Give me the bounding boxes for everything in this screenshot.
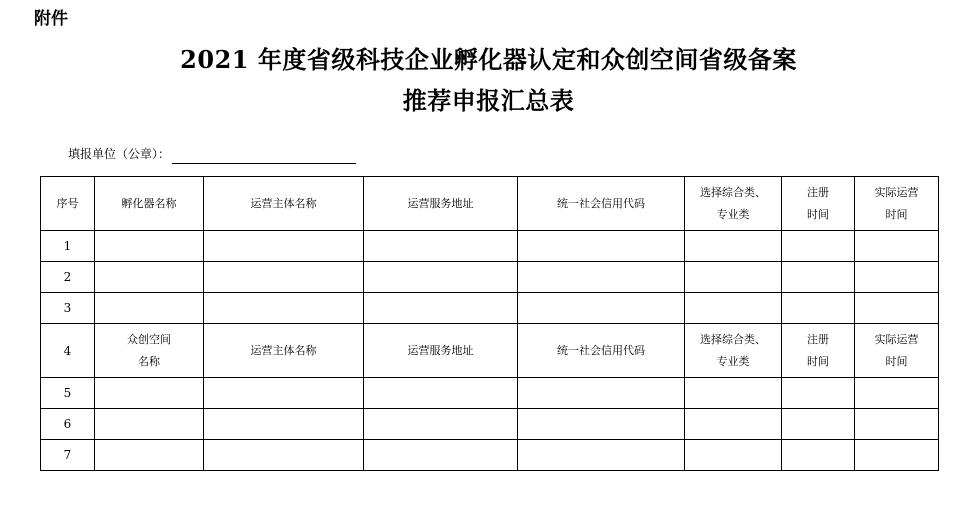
- header-type-line-1: 选择综合类、: [700, 185, 766, 199]
- header-operator-name: 运营主体名称: [204, 324, 364, 378]
- table-cell[interactable]: [95, 378, 204, 409]
- summary-table: [40, 176, 939, 471]
- header-registration-line-1: 注册: [807, 332, 829, 346]
- row-number: 3: [41, 293, 95, 324]
- incubator-header-row: [41, 177, 939, 231]
- table-cell[interactable]: [855, 440, 939, 471]
- header-space-name-line-2: 名称: [138, 354, 160, 368]
- table-cell[interactable]: [518, 440, 685, 471]
- table-cell[interactable]: [364, 231, 518, 262]
- table-cell[interactable]: [204, 409, 364, 440]
- table-cell[interactable]: [518, 262, 685, 293]
- table-cell[interactable]: [364, 262, 518, 293]
- header-credit-code: 统一社会信用代码: [518, 177, 685, 231]
- table-row: [41, 409, 939, 440]
- header-credit-code: 统一社会信用代码: [518, 324, 685, 378]
- header-registration-line-2: 时间: [807, 354, 829, 368]
- row-number: 7: [41, 440, 95, 471]
- table-cell[interactable]: [364, 378, 518, 409]
- header-type: [685, 177, 782, 231]
- row-number: 5: [41, 378, 95, 409]
- table-cell[interactable]: [685, 409, 782, 440]
- header-space-name: [95, 324, 204, 378]
- header-type-line-2: 专业类: [716, 207, 750, 221]
- header-registration-line-1: 注册: [807, 185, 829, 199]
- table-cell[interactable]: [685, 293, 782, 324]
- table-cell[interactable]: [782, 231, 855, 262]
- table-row: [41, 262, 939, 293]
- row-number: 6: [41, 409, 95, 440]
- table-cell[interactable]: [855, 378, 939, 409]
- table-cell[interactable]: [364, 440, 518, 471]
- table-cell[interactable]: [855, 231, 939, 262]
- header-registration-time: [782, 177, 855, 231]
- table-cell[interactable]: [782, 262, 855, 293]
- table-cell[interactable]: [204, 231, 364, 262]
- table-row: [41, 231, 939, 262]
- table-cell[interactable]: [685, 231, 782, 262]
- table-cell[interactable]: [782, 378, 855, 409]
- table-cell[interactable]: [855, 409, 939, 440]
- table-cell[interactable]: [782, 440, 855, 471]
- attachment-label: 附件: [34, 9, 68, 29]
- header-registration-time: [782, 324, 855, 378]
- header-service-address: 运营服务地址: [364, 324, 518, 378]
- header-type-line-1: 选择综合类、: [700, 332, 766, 346]
- table-cell[interactable]: [95, 293, 204, 324]
- table-cell[interactable]: [364, 409, 518, 440]
- fill-unit-blank[interactable]: [172, 147, 356, 164]
- row-number: 2: [41, 262, 95, 293]
- row-number: 4: [41, 324, 95, 378]
- table-cell[interactable]: [204, 378, 364, 409]
- table-cell[interactable]: [95, 262, 204, 293]
- table-cell[interactable]: [518, 378, 685, 409]
- table-cell[interactable]: [204, 262, 364, 293]
- header-seq: 序号: [41, 177, 95, 231]
- header-service-address: 运营服务地址: [364, 177, 518, 231]
- table-row: [41, 378, 939, 409]
- table-cell[interactable]: [518, 231, 685, 262]
- document-title-line-1: 2021 年度省级科技企业孵化器认定和众创空间省级备案: [180, 45, 797, 74]
- header-type-line-2: 专业类: [716, 354, 750, 368]
- header-registration-line-2: 时间: [807, 207, 829, 221]
- header-incubator-name: 孵化器名称: [95, 177, 204, 231]
- table-cell[interactable]: [518, 409, 685, 440]
- table-cell[interactable]: [364, 293, 518, 324]
- header-space-name-line-1: 众创空间: [127, 332, 171, 346]
- header-actual-line-2: 时间: [885, 354, 908, 368]
- fill-unit-label: 填报单位（公章）：: [68, 147, 171, 161]
- table-cell[interactable]: [685, 440, 782, 471]
- table-row: [41, 293, 939, 324]
- header-type: [685, 324, 782, 378]
- table-row: [41, 440, 939, 471]
- row-number: 1: [41, 231, 95, 262]
- table-cell[interactable]: [685, 378, 782, 409]
- table-cell[interactable]: [855, 262, 939, 293]
- header-actual-line-1: 实际运营: [874, 332, 919, 346]
- table-cell[interactable]: [95, 231, 204, 262]
- fill-unit-row: [68, 144, 356, 164]
- table-cell[interactable]: [204, 293, 364, 324]
- header-operator-name: 运营主体名称: [204, 177, 364, 231]
- header-actual-operation-time: [855, 324, 939, 378]
- document-title-line-2: 推荐申报汇总表: [402, 86, 575, 115]
- space-header-row: [41, 324, 939, 378]
- header-actual-operation-time: [855, 177, 939, 231]
- table-cell[interactable]: [95, 440, 204, 471]
- table-cell[interactable]: [518, 293, 685, 324]
- table-cell[interactable]: [855, 293, 939, 324]
- table-cell[interactable]: [685, 262, 782, 293]
- table-cell[interactable]: [782, 293, 855, 324]
- table-cell[interactable]: [782, 409, 855, 440]
- header-actual-line-2: 时间: [885, 207, 908, 221]
- header-actual-line-1: 实际运营: [874, 185, 919, 199]
- table-cell[interactable]: [204, 440, 364, 471]
- table-cell[interactable]: [95, 409, 204, 440]
